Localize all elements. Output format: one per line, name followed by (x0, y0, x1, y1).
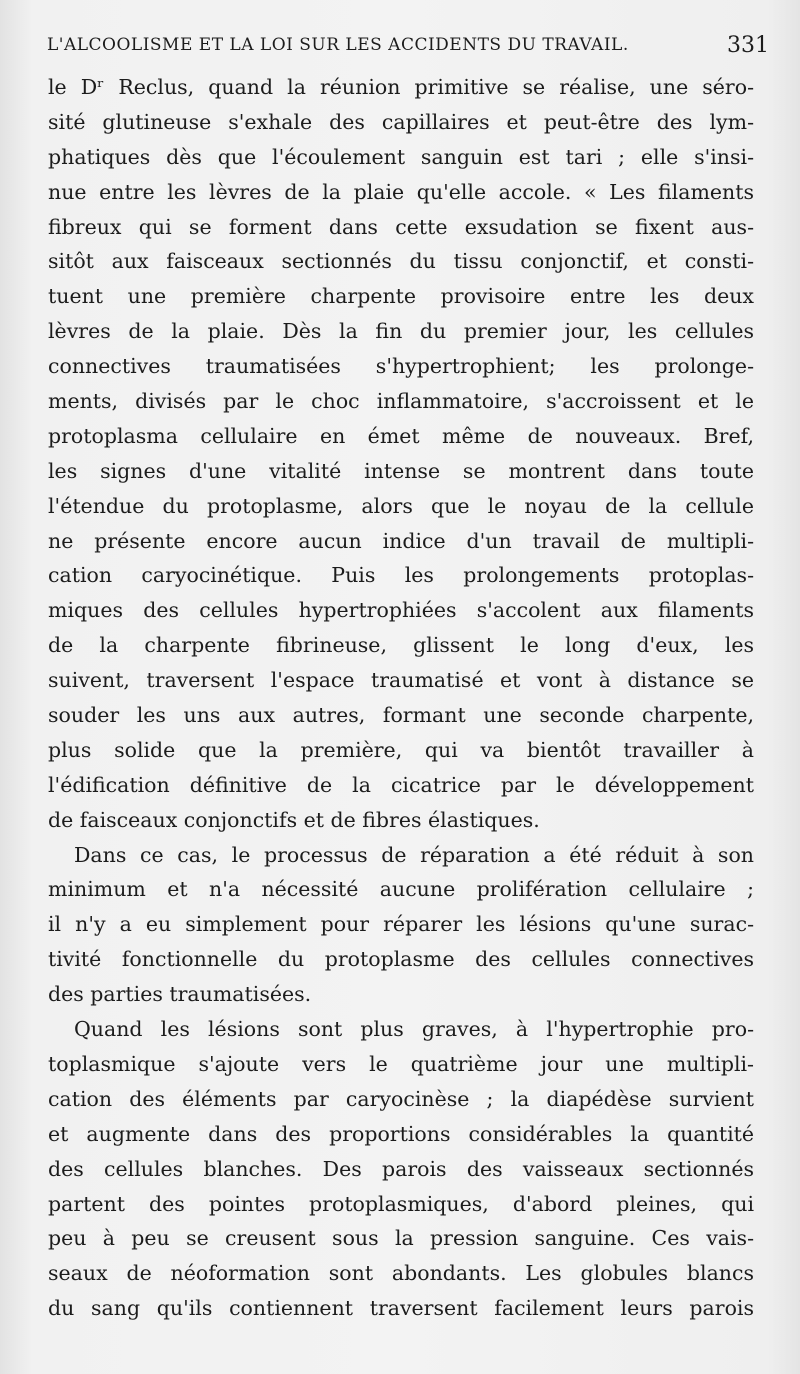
text-line: toplasmique s'ajoute vers le quatrième jour une multipli- (48, 1051, 754, 1076)
page-number: 331 (727, 33, 769, 58)
text-line: tivité fonctionnelle du protoplasme des cellules connectives (48, 947, 754, 972)
text-line: les signes d'une vitalité intense se montrent dans toute (48, 458, 754, 483)
running-title: L'ALCOOLISME ET LA LOI SUR LES ACCIDENTS DU TRAVAIL. (47, 35, 629, 55)
text-line: phatiques dès que l'écoulement sanguin est tari ; elle s'insi- (48, 144, 754, 169)
text-line: protoplasma cellulaire en émet même de nouveaux. Bref, (48, 423, 754, 448)
text-line: ments, divisés par le choc inflammatoire, s'accroissent et le (48, 389, 754, 414)
text-line: lèvres de la plaie. Dès la fin du premier jour, les cellules (48, 319, 754, 344)
paragraph-start-line: Quand les lésions sont plus graves, à l'hypertrophie pro- (74, 1017, 754, 1042)
text-line: miques des cellules hypertrophiées s'accolent aux filaments (48, 598, 754, 623)
text-line: souder les uns aux autres, formant une seconde charpente, (48, 703, 754, 728)
text-line: de la charpente fibrineuse, glissent le long d'eux, les (48, 633, 754, 658)
text-line: seaux de néoformation sont abondants. Les globules blancs (48, 1261, 754, 1286)
text-line: cation des éléments par caryocinèse ; la diapédèse survient (48, 1086, 754, 1111)
text-line: ne présente encore aucun indice d'un travail de multipli- (48, 528, 754, 553)
text-line: du sang qu'ils contiennent traversent facilement leurs parois (48, 1296, 754, 1321)
running-head (47, 35, 769, 65)
text-line: l'étendue du protoplasme, alors que le noyau de la cellule (48, 493, 754, 518)
text-line: et augmente dans des proportions considérables la quantité (48, 1121, 754, 1146)
text-line: sité glutineuse s'exhale des capillaires et peut-être des lym- (48, 109, 754, 134)
text-line: connectives traumatisées s'hypertrophient; les prolonge- (48, 354, 754, 379)
text-line: des parties traumatisées. (48, 982, 312, 1007)
text-line: suivent, traversent l'espace traumatisé et vont à distance se (48, 668, 754, 693)
text-line: l'édification définitive de la cicatrice par le développement (48, 772, 754, 797)
text-line: nue entre les lèvres de la plaie qu'elle accole. « Les filaments (48, 179, 754, 204)
text-line: le Dʳ Reclus, quand la réunion primitive se réalise, une séro- (48, 75, 754, 99)
text-line: peu à peu se creusent sous la pression sanguine. Ces vais- (48, 1226, 754, 1251)
text-line: cation caryocinétique. Puis les prolongements protoplas- (48, 563, 754, 588)
paragraph-start-line: Dans ce cas, le processus de réparation a été réduit à son (74, 842, 754, 867)
text-line: tuent une première charpente provisoire entre les deux (48, 284, 754, 309)
text-line: fibreux qui se forment dans cette exsudation se fixent aus- (48, 214, 754, 239)
text-line: partent des pointes protoplasmiques, d'abord pleines, qui (48, 1191, 754, 1216)
text-line: minimum et n'a nécessité aucune prolifération cellulaire ; (48, 877, 754, 902)
text-line: sitôt aux faisceaux sectionnés du tissu conjonctif, et consti- (48, 249, 754, 274)
text-line: il n'y a eu simplement pour réparer les lésions qu'une surac- (48, 912, 754, 937)
text-line: de faisceaux conjonctifs et de fibres élastiques. (48, 807, 540, 832)
text-line: plus solide que la première, qui va bientôt travailler à (48, 737, 754, 762)
body-text (48, 70, 754, 1326)
text-line: des cellules blanches. Des parois des vaisseaux sectionnés (48, 1156, 754, 1181)
